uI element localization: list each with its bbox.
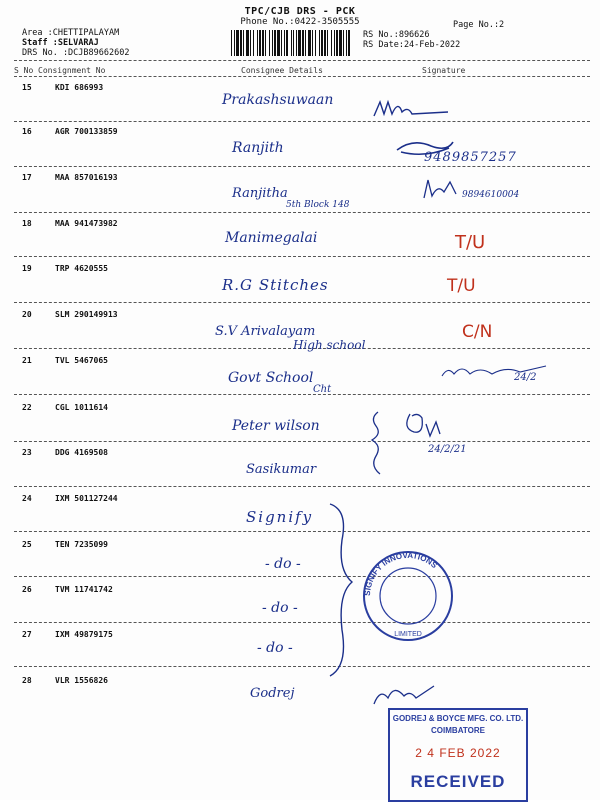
- remark-mark: T/U: [455, 232, 486, 253]
- consignee-name: Ranjith: [232, 140, 284, 156]
- phone-note: 9894610004: [462, 190, 520, 200]
- signature-date: 24/2/21: [428, 444, 467, 455]
- signature-date: 24/2: [514, 372, 537, 383]
- sheet-title: TPC/CJB DRS - PCK: [244, 6, 356, 17]
- bracket-mark: [326, 500, 358, 680]
- row-divider: [14, 256, 590, 257]
- header-rule: [14, 60, 590, 61]
- consignment-number: KDI 686993: [55, 83, 104, 92]
- consignment-number: VLR 1556826: [55, 676, 108, 685]
- signature-scribble: [372, 98, 452, 122]
- phone-number: Phone No.:0422-3505555: [240, 17, 360, 27]
- round-stamp-sub: LIMITED: [394, 631, 422, 638]
- row-divider: [14, 302, 590, 303]
- row-number: 27: [22, 630, 32, 639]
- row-number: 24: [22, 494, 32, 503]
- stamp-city: COIMBATORE: [431, 726, 485, 735]
- staff-field: Staff :SELVARAJ: [22, 38, 99, 48]
- row-divider: [14, 666, 590, 667]
- consignee-name: Ranjitha: [232, 186, 288, 201]
- row-divider: [14, 394, 590, 395]
- row-divider: [14, 486, 590, 487]
- consignment-number: SLM 290149913: [55, 310, 118, 319]
- row-divider: [14, 441, 590, 442]
- consignment-number: MAA 857016193: [55, 173, 118, 182]
- row-number: 23: [22, 448, 32, 457]
- consignment-number: TEN 7235099: [55, 540, 108, 549]
- consignee-name: - do -: [262, 600, 298, 616]
- consignee-address: High school: [293, 338, 366, 352]
- drs-number: DRS No. :DCJB89662602: [22, 48, 130, 58]
- row-number: 18: [22, 219, 32, 228]
- row-number: 21: [22, 356, 32, 365]
- col-consignee: Consignee Details: [241, 66, 323, 75]
- stamp-date: 2 4 FEB 2022: [415, 746, 501, 760]
- row-number: 15: [22, 83, 32, 92]
- consignment-number: IXM 49879175: [55, 630, 113, 639]
- consignee-name: - do -: [265, 556, 301, 572]
- row-divider: [14, 166, 590, 167]
- consignee-name: Signify: [246, 508, 314, 526]
- rs-date: RS Date:24-Feb-2022: [363, 40, 461, 50]
- consignment-number: TVL 5467065: [55, 356, 108, 365]
- consignee-address: Cht: [313, 384, 332, 395]
- company-round-stamp: [360, 548, 456, 644]
- consignee-address: 5th Block 148: [286, 200, 350, 210]
- row-divider: [14, 622, 590, 623]
- consignee-name: Govt School: [228, 370, 314, 386]
- consignment-number: MAA 941473982: [55, 219, 118, 228]
- page-number: Page No.:2: [453, 20, 505, 30]
- consignment-number: CGL 1011614: [55, 403, 108, 412]
- consignee-name: Godrej: [250, 686, 295, 701]
- row-number: 19: [22, 264, 32, 273]
- row-divider: [14, 212, 590, 213]
- received-stamp: [388, 708, 528, 802]
- phone-note: 9489857257: [424, 150, 517, 165]
- signature-scribble: [420, 178, 460, 202]
- row-number: 17: [22, 173, 32, 182]
- row-number: 25: [22, 540, 32, 549]
- stamp-received: RECEIVED: [410, 772, 506, 791]
- row-divider: [14, 576, 590, 577]
- consignment-number: TVM 11741742: [55, 585, 113, 594]
- row-divider: [14, 531, 590, 532]
- col-signature: Signature: [422, 66, 466, 75]
- consignee-name: Prakashsuwaan: [222, 92, 334, 108]
- rs-number: RS No.:896626: [363, 30, 430, 40]
- barcode: [230, 30, 354, 56]
- consignment-number: TRP 4620555: [55, 264, 108, 273]
- row-number: 16: [22, 127, 32, 136]
- consignment-number: DDG 4169508: [55, 448, 108, 457]
- area-field: Area :CHETTIPALAYAM: [22, 28, 120, 38]
- row-number: 28: [22, 676, 32, 685]
- col-sno: S No: [14, 66, 34, 75]
- row-number: 20: [22, 310, 32, 319]
- consignee-name: Peter wilson: [232, 418, 320, 434]
- consignee-name: S.V Arivalayam: [215, 324, 316, 339]
- consignment-number: AGR 700133859: [55, 127, 118, 136]
- row-number: 22: [22, 403, 32, 412]
- round-stamp-text: SIGNIFY INNOVATIONS: [362, 550, 439, 597]
- consignee-name: R.G Stitches: [222, 276, 329, 294]
- signature-scribble: [370, 680, 440, 710]
- row-divider: [14, 121, 590, 122]
- consignee-name: Manimegalai: [225, 230, 318, 246]
- col-consignment: Consignment No: [38, 66, 106, 75]
- consignee-name: - do -: [257, 640, 293, 656]
- consignee-name: Sasikumar: [246, 462, 317, 477]
- stamp-company: GODREJ & BOYCE MFG. CO. LTD.: [392, 714, 524, 723]
- row-number: 26: [22, 585, 32, 594]
- colhead-rule: [14, 76, 590, 77]
- consignment-number: IXM 501127244: [55, 494, 118, 503]
- remark-mark: C/N: [462, 322, 493, 342]
- remark-mark: T/U: [447, 276, 476, 296]
